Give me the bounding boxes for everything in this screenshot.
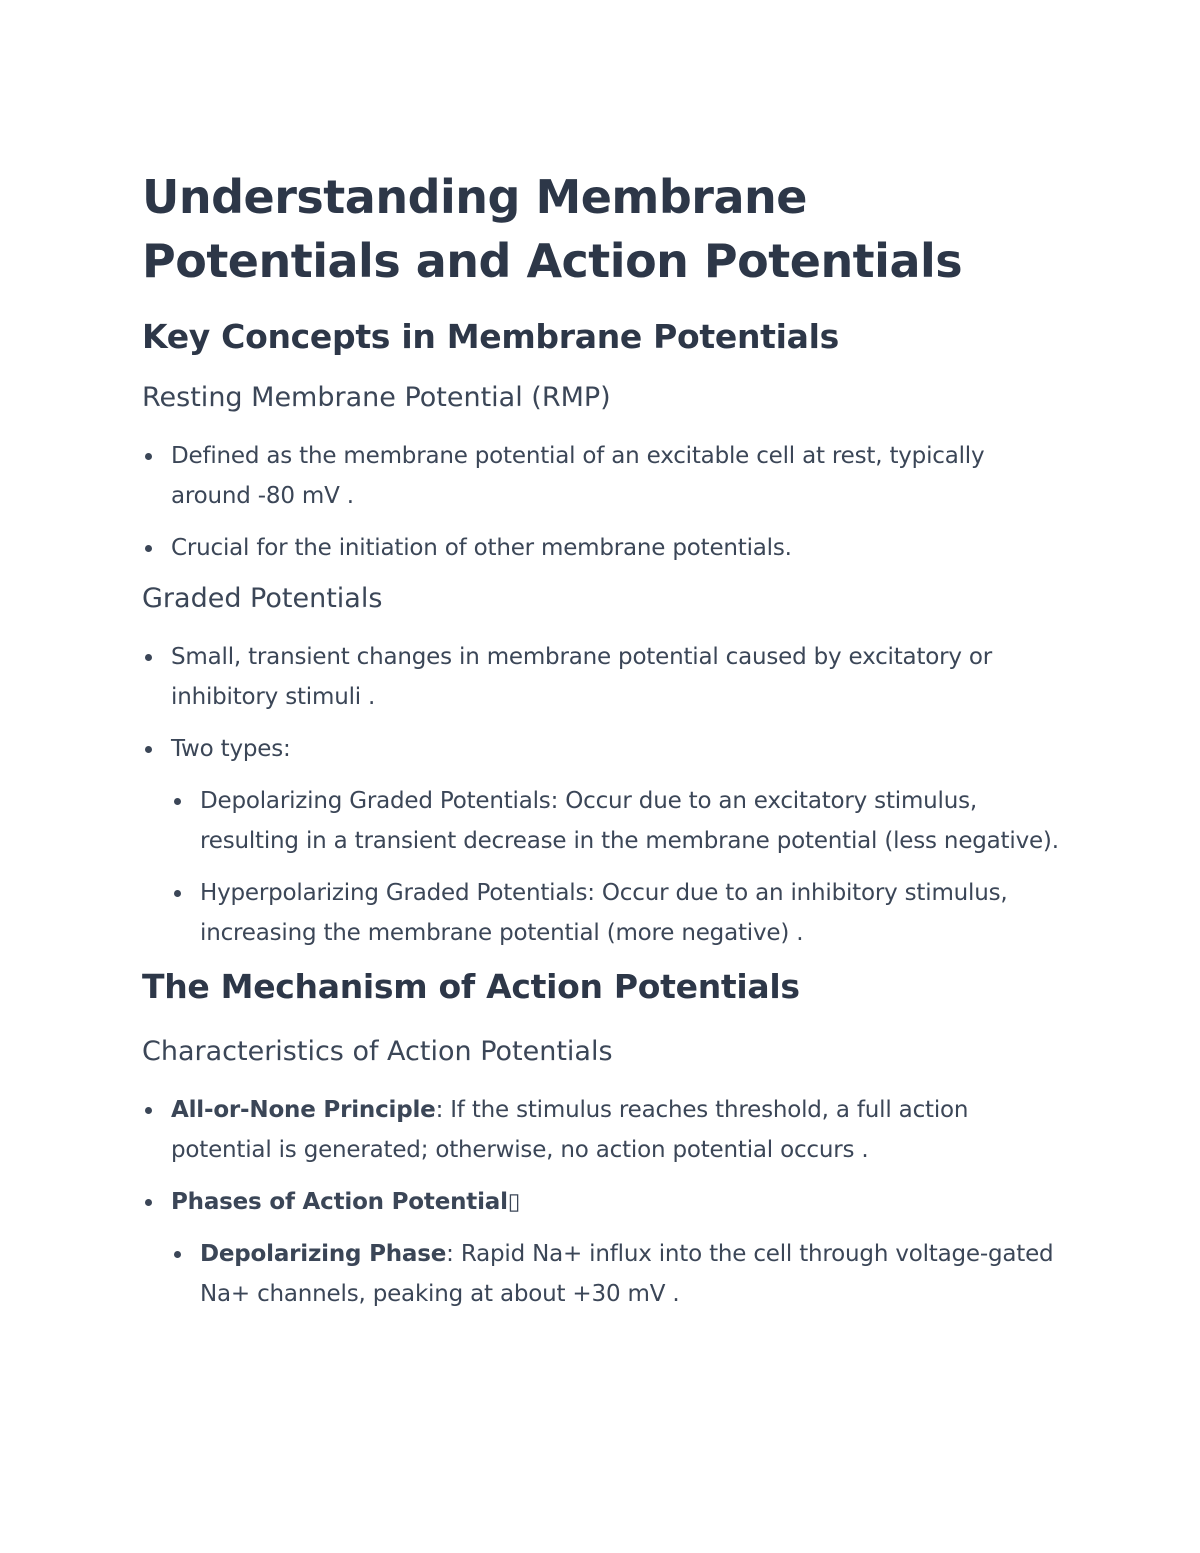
missing-glyph-box: ▯ bbox=[507, 1189, 521, 1215]
subsection-heading-rmp: Resting Membrane Potential (RMP) bbox=[142, 382, 611, 413]
bold-term: Depolarizing Phase bbox=[200, 1241, 447, 1267]
list-item bbox=[142, 1090, 1062, 1170]
list-item: Crucial for the initiation of other membrane potentials. bbox=[142, 528, 1062, 568]
bold-term: Phases of Action Potential bbox=[171, 1189, 508, 1215]
sub-list-item: Depolarizing Graded Potentials: Occur due to an excitatory stimulus, resulting in a transient decrease in the membrane potential (less negative). bbox=[171, 781, 1062, 861]
list-item-text: : Rapid Na+ influx into the cell through voltage-gated Na+ channels, peaking at about +30 mV . bbox=[200, 1241, 1054, 1307]
document-body bbox=[142, 165, 1062, 1326]
sub-list-item: Hyperpolarizing Graded Potentials: Occur due to an inhibitory stimulus, increasing the membrane potential (more negative) . bbox=[171, 873, 1062, 953]
list-item-text: Two types: bbox=[171, 736, 291, 762]
bold-term: All-or-None Principle bbox=[171, 1097, 436, 1123]
rmp-bullet-list bbox=[142, 436, 1062, 568]
action-potential-bullet-list bbox=[142, 1090, 1062, 1314]
subsection-heading-characteristics: Characteristics of Action Potentials bbox=[142, 1036, 613, 1067]
list-item: Defined as the membrane potential of an excitable cell at rest, typically around -80 mV . bbox=[142, 436, 1062, 516]
section-heading-mechanism: The Mechanism of Action Potentials bbox=[142, 967, 800, 1006]
list-item-text: : If the stimulus reaches threshold, a full action potential is generated; otherwise, no action potential occurs . bbox=[171, 1097, 969, 1163]
list-item bbox=[142, 729, 1062, 953]
list-item: Small, transient changes in membrane potential caused by excitatory or inhibitory stimuli . bbox=[142, 637, 1062, 717]
graded-types-sub-list bbox=[171, 781, 1062, 953]
section-heading-key-concepts: Key Concepts in Membrane Potentials bbox=[142, 317, 839, 356]
sub-list-item bbox=[171, 1234, 1062, 1314]
phases-sub-list bbox=[171, 1234, 1062, 1314]
list-item bbox=[142, 1182, 1062, 1314]
document-title: Understanding Membrane Potentials and Action Potentials bbox=[142, 170, 963, 288]
subsection-heading-graded-potentials: Graded Potentials bbox=[142, 583, 383, 614]
graded-potentials-bullet-list bbox=[142, 637, 1062, 953]
